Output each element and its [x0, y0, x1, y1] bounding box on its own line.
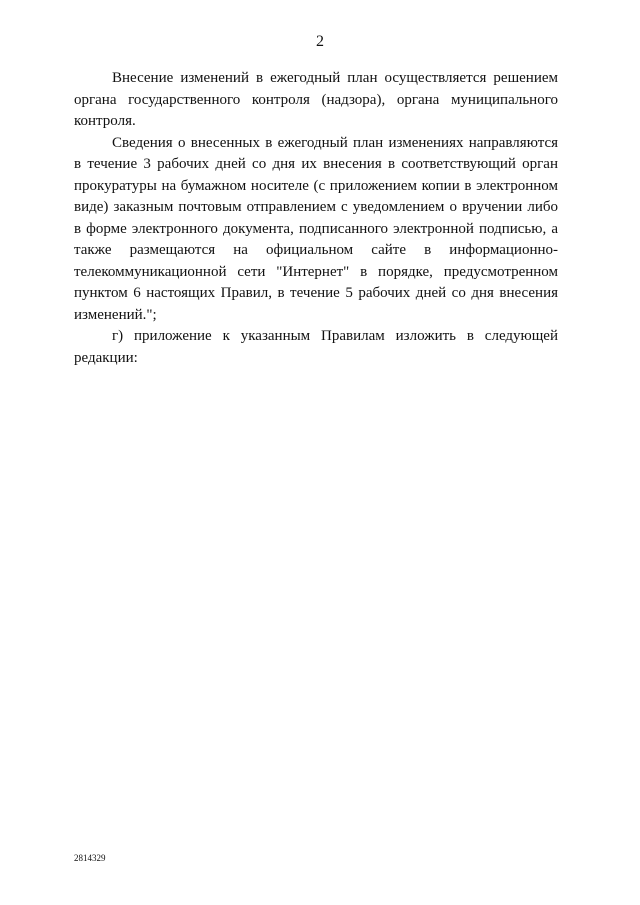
- paragraph-changes-info: Сведения о внесенных в ежегодный план изменениях направляются в течение 3 рабочих дней со дня их внесения в соответствующий орган прокуратуры на бумажном носителе (с приложением копии в электронном виде) заказным почтовым отправлением с уведомлением о вручении либо в форме электронного документа, подписанного электронной подписью, а также размещаются на официальном сайте в информационно-телекоммуникационной сети "Интернет" в порядке, предусмотренном пунктом 6 настоящих Правил, в течение 5 рабочих дней со дня внесения изменений.";: [74, 134, 558, 323]
- paragraph-appendix: г) приложение к указанным Правилам изложить в следующей редакции:: [74, 328, 558, 366]
- body-text: [74, 68, 558, 369]
- paragraph-plan-changes: Внесение изменений в ежегодный план осуществляется решением органа государственного контроля (надзора), органа муниципального контроля.: [74, 70, 558, 129]
- document-code: 2814329: [74, 853, 106, 863]
- page-number: 2: [316, 33, 324, 50]
